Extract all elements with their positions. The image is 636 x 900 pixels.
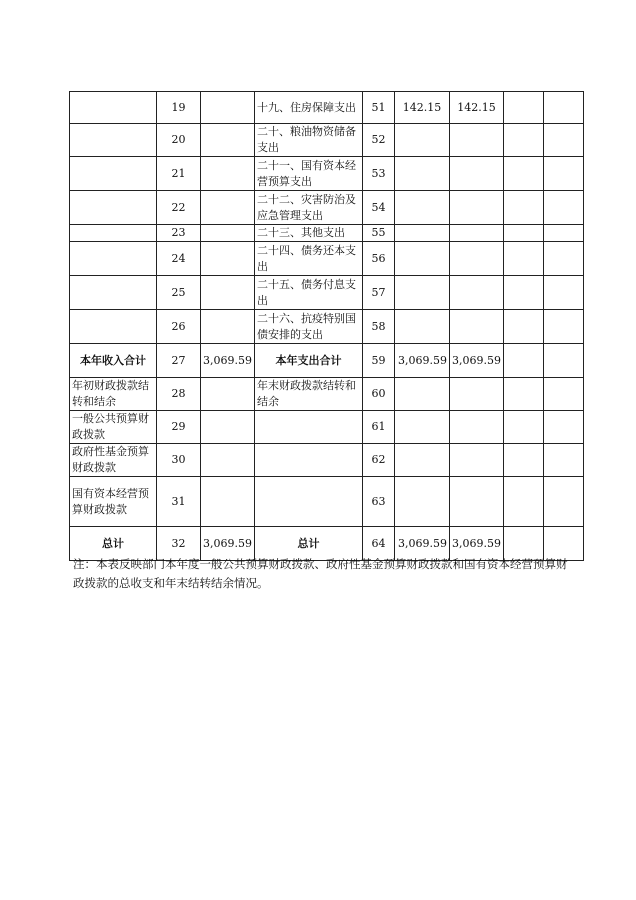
empty-cell xyxy=(394,242,449,276)
income-total-value: 3,069.59 xyxy=(201,344,255,378)
row-number-cell: 61 xyxy=(362,411,394,444)
table-row xyxy=(70,276,584,310)
empty-cell xyxy=(543,378,583,411)
begin-balance-label: 年初财政拨款结转和结余 xyxy=(70,378,157,411)
row-number-cell: 21 xyxy=(157,157,201,191)
empty-cell xyxy=(503,92,543,124)
table-footnote: 注：本表反映部门本年度一般公共预算财政拨款、政府性基金预算财政拨款和国有资本经营预算财政拨款的总收支和年末结转结余情况。 xyxy=(73,557,568,590)
row-number-cell: 30 xyxy=(157,444,201,477)
empty-cell xyxy=(543,276,583,310)
row-number-cell: 53 xyxy=(362,157,394,191)
empty-cell xyxy=(449,477,503,527)
income-item-cell xyxy=(70,276,157,310)
expense-item-cell: 十九、住房保障支出 xyxy=(254,92,362,124)
empty-cell xyxy=(543,92,583,124)
income-item-cell xyxy=(70,242,157,276)
empty-cell xyxy=(394,225,449,242)
grand-total-income-value: 3,069.59 xyxy=(201,527,255,561)
row-number-cell: 22 xyxy=(157,191,201,225)
empty-cell xyxy=(543,124,583,157)
fund-budget-label: 政府性基金预算财政拨款 xyxy=(70,444,157,477)
empty-cell xyxy=(394,444,449,477)
expense-item-cell: 二十六、抗疫特别国债安排的支出 xyxy=(254,310,362,344)
empty-cell xyxy=(543,411,583,444)
empty-cell xyxy=(449,157,503,191)
state-capital-label: 国有资本经营预算财政拨款 xyxy=(70,477,157,527)
row-number-cell: 27 xyxy=(157,344,201,378)
empty-cell xyxy=(449,191,503,225)
empty-cell xyxy=(201,444,255,477)
empty-cell xyxy=(394,157,449,191)
row-number-cell: 32 xyxy=(157,527,201,561)
table-row xyxy=(70,191,584,225)
empty-cell xyxy=(449,276,503,310)
row-number-cell: 59 xyxy=(362,344,394,378)
grand-total-expense-label: 总计 xyxy=(254,527,362,561)
empty-cell xyxy=(503,378,543,411)
empty-cell xyxy=(543,225,583,242)
row-number-cell: 64 xyxy=(362,527,394,561)
general-budget-label: 一般公共预算财政拨款 xyxy=(70,411,157,444)
table-row xyxy=(70,310,584,344)
row-number-cell: 24 xyxy=(157,242,201,276)
income-item-cell xyxy=(70,157,157,191)
empty-cell xyxy=(394,191,449,225)
grand-total-label: 总计 xyxy=(70,527,157,561)
row-number-cell: 19 xyxy=(157,92,201,124)
empty-cell xyxy=(503,276,543,310)
expense-general-value: 3,069.59 xyxy=(449,344,503,378)
income-item-cell xyxy=(70,124,157,157)
row-number-cell: 57 xyxy=(362,276,394,310)
expense-item-cell: 二十、粮油物资储备支出 xyxy=(254,124,362,157)
empty-cell xyxy=(449,310,503,344)
empty-cell xyxy=(449,242,503,276)
table-row xyxy=(70,444,584,477)
row-number-cell: 20 xyxy=(157,124,201,157)
row-number-cell: 63 xyxy=(362,477,394,527)
empty-cell xyxy=(201,411,255,444)
empty-cell xyxy=(394,477,449,527)
expense-item-cell: 二十二、灾害防治及应急管理支出 xyxy=(254,191,362,225)
empty-cell xyxy=(503,242,543,276)
empty-cell xyxy=(449,124,503,157)
grand-total-expense-value: 3,069.59 xyxy=(394,527,449,561)
table-row xyxy=(70,378,584,411)
empty-cell xyxy=(254,411,362,444)
income-amount-cell xyxy=(201,157,255,191)
table-row xyxy=(70,411,584,444)
table-row xyxy=(70,124,584,157)
empty-cell xyxy=(543,477,583,527)
empty-cell xyxy=(503,344,543,378)
row-number-cell: 52 xyxy=(362,124,394,157)
table-row xyxy=(70,225,584,242)
income-item-cell xyxy=(70,225,157,242)
income-amount-cell xyxy=(201,124,255,157)
income-amount-cell xyxy=(201,191,255,225)
empty-cell xyxy=(503,157,543,191)
empty-cell xyxy=(503,191,543,225)
empty-cell xyxy=(394,276,449,310)
income-total-label: 本年收入合计 xyxy=(70,344,157,378)
empty-cell xyxy=(449,225,503,242)
income-amount-cell xyxy=(201,242,255,276)
empty-cell xyxy=(543,344,583,378)
empty-cell xyxy=(543,310,583,344)
empty-cell xyxy=(394,310,449,344)
row-number-cell: 25 xyxy=(157,276,201,310)
row-number-cell: 23 xyxy=(157,225,201,242)
empty-cell xyxy=(543,191,583,225)
income-total-row xyxy=(70,344,584,378)
empty-cell xyxy=(394,411,449,444)
row-number-cell: 51 xyxy=(362,92,394,124)
expense-general-cell: 142.15 xyxy=(449,92,503,124)
empty-cell xyxy=(201,477,255,527)
table-row xyxy=(70,242,584,276)
income-item-cell xyxy=(70,310,157,344)
empty-cell xyxy=(503,477,543,527)
income-amount-cell xyxy=(201,92,255,124)
empty-cell xyxy=(394,124,449,157)
empty-cell xyxy=(449,444,503,477)
expense-item-cell: 二十五、债务付息支出 xyxy=(254,276,362,310)
income-item-cell xyxy=(70,191,157,225)
empty-cell xyxy=(449,378,503,411)
row-number-cell: 60 xyxy=(362,378,394,411)
row-number-cell: 55 xyxy=(362,225,394,242)
empty-cell xyxy=(254,477,362,527)
fiscal-appropriation-table xyxy=(69,91,584,561)
empty-cell xyxy=(543,242,583,276)
income-amount-cell xyxy=(201,225,255,242)
table-row xyxy=(70,157,584,191)
row-number-cell: 26 xyxy=(157,310,201,344)
row-number-cell: 54 xyxy=(362,191,394,225)
empty-cell xyxy=(503,124,543,157)
empty-cell xyxy=(254,444,362,477)
row-number-cell: 62 xyxy=(362,444,394,477)
expense-total-label: 本年支出合计 xyxy=(254,344,362,378)
empty-cell xyxy=(394,378,449,411)
empty-cell xyxy=(201,378,255,411)
empty-cell xyxy=(503,225,543,242)
grand-total-general-value: 3,069.59 xyxy=(449,527,503,561)
row-number-cell: 56 xyxy=(362,242,394,276)
end-balance-label: 年末财政拨款结转和结余 xyxy=(254,378,362,411)
income-amount-cell xyxy=(201,276,255,310)
expense-total-cell: 142.15 xyxy=(394,92,449,124)
empty-cell xyxy=(503,310,543,344)
expense-total-value: 3,069.59 xyxy=(394,344,449,378)
table-row xyxy=(70,92,584,124)
expense-item-cell: 二十三、其他支出 xyxy=(254,225,362,242)
empty-cell xyxy=(503,411,543,444)
empty-cell xyxy=(543,157,583,191)
expense-item-cell: 二十四、债务还本支出 xyxy=(254,242,362,276)
row-number-cell: 58 xyxy=(362,310,394,344)
row-number-cell: 28 xyxy=(157,378,201,411)
income-item-cell xyxy=(70,92,157,124)
table-row xyxy=(70,477,584,527)
expense-item-cell: 二十一、国有资本经营预算支出 xyxy=(254,157,362,191)
empty-cell xyxy=(449,411,503,444)
income-amount-cell xyxy=(201,310,255,344)
empty-cell xyxy=(543,444,583,477)
empty-cell xyxy=(503,444,543,477)
row-number-cell: 29 xyxy=(157,411,201,444)
row-number-cell: 31 xyxy=(157,477,201,527)
